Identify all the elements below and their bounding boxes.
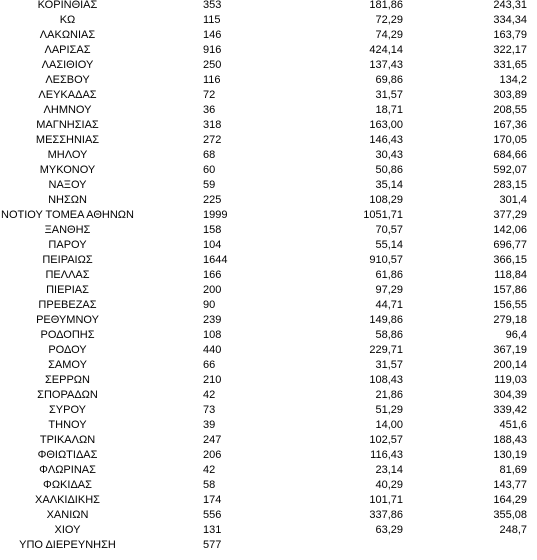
table-row [0, 148, 537, 163]
cell-region: ΡΕΘΥΜΝΟΥ [36, 314, 99, 326]
cell-cases: 72 [203, 89, 216, 101]
cell-region: ΦΩΚΙΔΑΣ [43, 479, 92, 491]
cell-region: ΧΑΛΚΙΔΙΚΗΣ [35, 494, 100, 506]
cell-rate: 23,14 [375, 464, 403, 476]
cell-region: ΧΙΟΥ [54, 524, 81, 536]
cell-incidence: 142,06 [493, 224, 527, 236]
cell-cases: 158 [203, 224, 222, 236]
table-row [0, 403, 537, 418]
cell-region: ΝΟΤΙΟΥ ΤΟΜΕΑ ΑΘΗΝΩΝ [1, 209, 134, 221]
table-row [0, 508, 537, 523]
cell-incidence: 696,77 [493, 239, 527, 251]
cell-region: ΝΑΞΟΥ [48, 179, 87, 191]
cell-cases: 73 [203, 404, 216, 416]
cell-region: ΡΟΔΟΥ [48, 344, 87, 356]
cell-cases: 68 [203, 149, 216, 161]
cell-incidence: 164,29 [493, 494, 527, 506]
cell-region: ΛΕΥΚΑΔΑΣ [38, 89, 97, 101]
table-row [0, 358, 537, 373]
table-row [0, 388, 537, 403]
table-row [0, 193, 537, 208]
cell-cases: 353 [203, 0, 222, 11]
table-row [0, 163, 537, 178]
cell-region: ΠΕΙΡΑΙΩΣ [42, 254, 93, 266]
cell-region: ΜΥΚΟΝΟΥ [39, 164, 96, 176]
cell-region: ΛΑΡΙΣΑΣ [44, 44, 91, 56]
table-row [0, 13, 537, 28]
cell-cases: 225 [203, 194, 222, 206]
cell-incidence: 156,55 [493, 299, 527, 311]
cell-region: ΣΠΟΡΑΔΩΝ [37, 389, 98, 401]
cell-cases: 200 [203, 284, 222, 296]
cell-rate: 44,71 [375, 299, 403, 311]
cell-rate: 18,71 [375, 104, 403, 116]
table-row [0, 178, 537, 193]
table-row [0, 313, 537, 328]
cell-rate: 163,00 [369, 119, 403, 131]
cell-region: ΧΑΝΙΩΝ [46, 509, 89, 521]
cell-rate: 910,57 [369, 254, 403, 266]
cell-region: ΣΑΜΟΥ [48, 359, 87, 371]
table-row [0, 208, 537, 223]
cell-rate: 31,57 [375, 89, 403, 101]
cell-rate: 74,29 [375, 29, 403, 41]
table-row [0, 373, 537, 388]
cell-rate: 337,86 [369, 509, 403, 521]
cell-incidence: 208,55 [493, 104, 527, 116]
cell-incidence: 355,08 [493, 509, 527, 521]
cell-incidence: 377,29 [493, 209, 527, 221]
table-row [0, 223, 537, 238]
cell-region: ΛΕΣΒΟΥ [45, 74, 90, 86]
cell-incidence: 592,07 [493, 164, 527, 176]
cell-cases: 247 [203, 434, 222, 446]
table-row [0, 0, 537, 13]
cell-incidence: 188,43 [493, 434, 527, 446]
cell-region: ΡΟΔΟΠΗΣ [40, 329, 95, 341]
cell-cases: 440 [203, 344, 222, 356]
table-row [0, 238, 537, 253]
cell-region: ΚΟΡΙΝΘΙΑΣ [37, 0, 98, 11]
cell-incidence: 334,34 [493, 14, 527, 26]
cell-rate: 149,86 [369, 314, 403, 326]
cell-region: ΛΑΣΙΘΙΟΥ [41, 59, 94, 71]
cell-incidence: 119,03 [494, 374, 527, 386]
table-row [0, 328, 537, 343]
cell-incidence: 331,65 [493, 59, 527, 71]
cell-region: ΣΕΡΡΩΝ [45, 374, 90, 386]
cell-rate: 181,86 [369, 0, 403, 11]
cell-incidence: 130,19 [493, 449, 527, 461]
table-row [0, 463, 537, 478]
cell-cases: 116 [203, 74, 221, 86]
cell-incidence: 339,42 [493, 404, 527, 416]
cell-incidence: 279,18 [493, 314, 527, 326]
cell-cases: 556 [203, 509, 222, 521]
table-row [0, 88, 537, 103]
cell-rate [285, 538, 407, 553]
cell-cases: 1999 [203, 209, 228, 221]
cell-region: ΣΥΡΟΥ [48, 404, 86, 416]
cell-cases: 166 [203, 269, 222, 281]
cell-cases: 318 [203, 119, 222, 131]
cell-incidence: 301,4 [499, 194, 527, 206]
cell-cases: 1644 [203, 254, 228, 266]
table-row [0, 43, 537, 58]
cell-region: ΜΕΣΣΗΝΙΑΣ [35, 134, 100, 146]
cell-rate: 63,29 [375, 524, 403, 536]
cell-incidence: 157,86 [493, 284, 527, 296]
cell-rate: 146,43 [369, 134, 403, 146]
table-row [0, 283, 537, 298]
cell-region: ΠΕΛΛΑΣ [45, 269, 90, 281]
cell-cases: 239 [203, 314, 222, 326]
cell-incidence: 248,7 [499, 524, 527, 536]
cell-cases: 58 [203, 479, 216, 491]
cell-cases: 115 [203, 14, 221, 26]
cell-region: ΞΑΝΘΗΣ [44, 224, 91, 236]
table-row [0, 133, 537, 148]
cell-incidence: 366,15 [493, 254, 527, 266]
cell-rate: 1051,71 [363, 209, 403, 221]
cell-region: ΤΗΝΟΥ [48, 419, 87, 431]
cell-rate: 50,86 [375, 164, 403, 176]
cell-cases: 131 [203, 524, 222, 536]
cell-incidence: 451,6 [499, 419, 527, 431]
cell-incidence: 304,39 [493, 389, 527, 401]
cell-region: ΝΗΣΩΝ [48, 194, 87, 206]
table-row [0, 298, 537, 313]
cell-rate: 229,71 [369, 344, 403, 356]
cell-cases: 146 [203, 29, 222, 41]
cell-region: ΦΘΙΩΤΙΔΑΣ [37, 449, 98, 461]
cell-rate: 102,57 [369, 434, 403, 446]
table-row [0, 493, 537, 508]
cell-incidence: 143,77 [493, 479, 527, 491]
cell-cases: 59 [203, 179, 216, 191]
cell-cases: 174 [203, 494, 222, 506]
cell-incidence: 200,14 [493, 359, 527, 371]
table-row [0, 448, 537, 463]
cell-incidence: 243,31 [493, 0, 527, 11]
table-row [0, 28, 537, 43]
table-row [0, 73, 537, 88]
cell-incidence: 81,69 [499, 464, 527, 476]
cell-cases: 42 [203, 389, 216, 401]
cell-incidence: 163,79 [493, 29, 527, 41]
table-row [0, 433, 537, 448]
cell-rate: 58,86 [375, 329, 403, 341]
cell-rate: 14,00 [375, 419, 403, 431]
cell-rate: 35,14 [375, 179, 403, 191]
table-row [0, 58, 537, 73]
cell-rate: 424,14 [369, 44, 403, 56]
table-row [0, 118, 537, 133]
cell-cases: 66 [203, 359, 216, 371]
cell-rate: 51,29 [375, 404, 403, 416]
cell-region: ΥΠΟ ΔΙΕΡΕΥΝΗΣΗ [19, 539, 116, 551]
cell-rate: 31,57 [375, 359, 403, 371]
cell-cases: 60 [203, 164, 216, 176]
table-row [0, 253, 537, 268]
cell-cases: 90 [203, 299, 216, 311]
cell-rate: 116,43 [370, 449, 403, 461]
cell-incidence: 684,66 [493, 149, 527, 161]
table-row [0, 268, 537, 283]
cell-incidence: 167,36 [493, 119, 527, 131]
cell-cases: 36 [203, 104, 216, 116]
cell-incidence [407, 538, 537, 553]
cell-incidence: 367,19 [493, 344, 527, 356]
cell-rate: 55,14 [375, 239, 403, 251]
cell-region: ΜΑΓΝΗΣΙΑΣ [36, 119, 99, 131]
cell-rate: 97,29 [375, 284, 403, 296]
cell-incidence: 322,17 [493, 44, 527, 56]
cell-rate: 30,43 [375, 149, 403, 161]
cell-rate: 137,43 [369, 59, 403, 71]
cell-incidence: 170,05 [493, 134, 527, 146]
cell-region: ΦΛΩΡΙΝΑΣ [39, 464, 96, 476]
cell-region: ΠΡΕΒΕΖΑΣ [38, 299, 97, 311]
cell-cases: 108 [203, 329, 222, 341]
cell-cases: 577 [203, 539, 222, 551]
cell-incidence: 303,89 [493, 89, 527, 101]
cell-region: ΠΙΕΡΙΑΣ [46, 284, 89, 296]
cell-region: ΛΑΚΩΝΙΑΣ [39, 29, 96, 41]
cell-region: ΛΗΜΝΟΥ [43, 104, 92, 116]
cell-cases: 916 [203, 44, 222, 56]
cell-rate: 69,86 [375, 74, 403, 86]
cell-incidence: 118,84 [494, 269, 527, 281]
cell-region: ΜΗΛΟΥ [47, 149, 88, 161]
table-row [0, 478, 537, 493]
cell-rate: 40,29 [375, 479, 403, 491]
table-row [0, 538, 537, 553]
cell-region: ΤΡΙΚΑΛΩΝ [39, 434, 96, 446]
cell-region: ΚΩ [59, 14, 76, 26]
cell-region: ΠΑΡΟΥ [48, 239, 87, 251]
cell-cases: 42 [203, 464, 216, 476]
cell-incidence: 96,4 [505, 329, 527, 341]
cell-rate: 108,43 [369, 374, 403, 386]
table-row [0, 103, 537, 118]
cell-rate: 21,86 [375, 389, 403, 401]
table-row [0, 523, 537, 538]
cell-cases: 210 [203, 374, 222, 386]
cell-incidence: 134,2 [499, 74, 527, 86]
cell-rate: 70,57 [375, 224, 403, 236]
cell-cases: 39 [203, 419, 216, 431]
cell-cases: 104 [203, 239, 222, 251]
table-row [0, 418, 537, 433]
table-row [0, 343, 537, 358]
cell-incidence: 283,15 [493, 179, 527, 191]
cell-cases: 250 [203, 59, 222, 71]
cell-rate: 108,29 [369, 194, 403, 206]
cell-cases: 206 [203, 449, 222, 461]
cell-rate: 72,29 [375, 14, 403, 26]
cell-cases: 272 [203, 134, 222, 146]
cell-rate: 61,86 [375, 269, 403, 281]
cell-rate: 101,71 [369, 494, 403, 506]
